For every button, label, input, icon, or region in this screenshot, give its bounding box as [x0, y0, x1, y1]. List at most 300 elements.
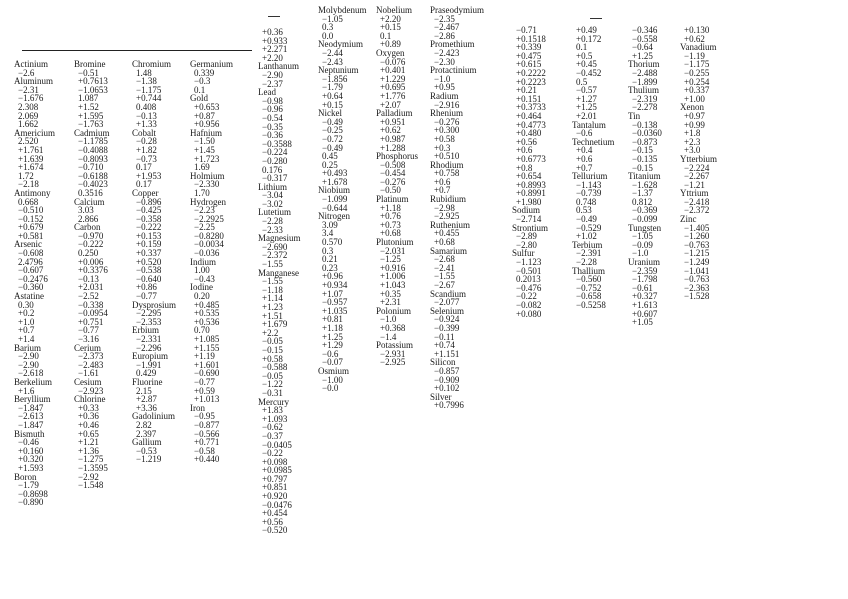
- potential-value: −1.0: [632, 248, 649, 259]
- potential-value: −0.690: [194, 368, 220, 379]
- column: [680, 26, 717, 301]
- element-entry: [572, 26, 614, 121]
- element-entry: [628, 112, 662, 172]
- element-entry: [680, 189, 717, 215]
- potential-value: −0.476: [516, 282, 542, 293]
- potential-value: +0.15: [380, 22, 401, 33]
- potential-value: +1.0: [18, 316, 35, 327]
- element-name: Cesium: [74, 376, 102, 387]
- potential-value: +0.744: [136, 93, 162, 104]
- potential-value: −0.64: [632, 42, 653, 53]
- potential-value: −2.467: [434, 22, 460, 33]
- potential-value: +1.4: [18, 334, 35, 344]
- potential-value: −0.6: [576, 128, 593, 139]
- potential-value: +0.89: [380, 39, 401, 50]
- potential-value: +0.080: [516, 308, 542, 319]
- potential-value: −2.35: [434, 13, 455, 24]
- potential-value: 2.069: [18, 110, 39, 121]
- potential-value: −0.644: [322, 202, 348, 213]
- potential-value: +1.21: [78, 437, 99, 448]
- potential-value: +0.172: [576, 33, 602, 44]
- element-entry: [430, 307, 484, 359]
- element-name: Fluorine: [132, 376, 163, 387]
- potential-value: −0.3588: [262, 138, 292, 149]
- potential-value: −0.608: [18, 248, 44, 259]
- potential-value: +1.18: [380, 202, 401, 213]
- potential-value: +1.19: [194, 351, 215, 362]
- potential-value: −2.296: [136, 342, 162, 353]
- element-entry: [318, 6, 367, 40]
- element-entry: [14, 77, 55, 129]
- potential-value: 0.668: [18, 196, 39, 207]
- potential-value: −0.09: [632, 239, 653, 250]
- potential-value: −0.658: [576, 291, 602, 302]
- element-name: Bromine: [74, 59, 106, 69]
- element-entry: [14, 344, 55, 378]
- element-name: Silicon: [430, 357, 456, 368]
- potential-value: +1.639: [18, 153, 44, 164]
- potential-value: −0.5258: [576, 300, 606, 310]
- element-entry: [628, 258, 662, 327]
- potential-value: +0.64: [322, 90, 343, 101]
- element-name: Copper: [132, 187, 159, 198]
- potential-value: +1.151: [434, 348, 460, 359]
- potential-value: 2.82: [136, 419, 152, 430]
- potential-value: +0.7: [434, 185, 451, 196]
- element-name: Uranium: [628, 257, 660, 268]
- potential-value: +0.920: [262, 491, 288, 502]
- element-entry: [430, 221, 484, 247]
- potential-value: −1.763: [78, 119, 104, 130]
- potential-value: −2.44: [322, 47, 343, 58]
- potential-value: +0.401: [380, 65, 406, 76]
- potential-value: +0.56: [516, 136, 537, 147]
- potential-value: +2.87: [136, 394, 157, 405]
- potential-value: −0.607: [18, 265, 44, 276]
- potential-value: +0.337: [684, 85, 710, 96]
- potential-value: −0.28: [136, 136, 157, 147]
- potential-value: +1.8: [684, 128, 701, 139]
- potential-value: −0.98: [262, 95, 283, 106]
- potential-value: −0.3: [194, 76, 211, 87]
- potential-value: +0.7: [576, 162, 593, 173]
- potential-value: +1.27: [576, 93, 597, 104]
- potential-value: −1.4: [380, 331, 397, 342]
- potential-value: +0.68: [434, 237, 455, 248]
- element-name: Platinum: [376, 194, 409, 205]
- element-name: Iodine: [190, 282, 213, 293]
- potential-value: −0.77: [194, 376, 215, 387]
- potential-value: +0.153: [136, 230, 162, 241]
- potential-value: −0.95: [194, 411, 215, 422]
- potential-value: +0.368: [380, 322, 406, 333]
- potential-value: +0.35: [380, 288, 401, 299]
- potential-value: −0.588: [262, 362, 288, 373]
- potential-value: +0.581: [18, 230, 44, 241]
- element-name: Chlorine: [74, 394, 106, 405]
- element-name: Actinium: [14, 59, 48, 69]
- potential-value: −0.46: [18, 437, 39, 448]
- potential-value: −1.00: [322, 374, 343, 385]
- element-name: Tungsten: [628, 222, 662, 233]
- element-name: Arsenic: [14, 239, 42, 250]
- potential-value: +1.085: [194, 334, 220, 344]
- potential-value: +1.52: [78, 101, 99, 112]
- element-name: Lead: [258, 87, 276, 98]
- potential-value: −0.896: [136, 196, 162, 207]
- element-name: Cobalt: [132, 127, 156, 138]
- potential-value: +0.536: [194, 316, 220, 327]
- element-name: Germanium: [190, 59, 233, 69]
- element-name: Americium: [14, 127, 55, 138]
- potential-value: 0.17: [136, 179, 152, 190]
- potential-value: +0.7: [18, 325, 35, 336]
- potential-value: −2.92: [78, 471, 99, 482]
- potential-value: 0.53: [576, 205, 592, 216]
- potential-value: +0.4: [576, 145, 593, 156]
- potential-value: +0.3733: [516, 102, 546, 113]
- element-entry: [14, 129, 55, 189]
- potential-value: −0.25: [322, 125, 343, 136]
- element-entry: [190, 129, 233, 172]
- element-entry: [430, 290, 484, 307]
- potential-value: −0.538: [136, 265, 162, 276]
- potential-value: 0.250: [78, 248, 99, 259]
- column: [572, 26, 614, 310]
- potential-value: −0.152: [18, 213, 44, 224]
- element-entry: [376, 307, 418, 341]
- potential-value: −0.71: [516, 25, 537, 35]
- potential-value: −2.483: [78, 359, 104, 370]
- potential-value: +1.953: [136, 170, 162, 181]
- potential-value: −0.036: [194, 248, 220, 259]
- element-entry: [132, 189, 176, 301]
- potential-value: +1.82: [136, 144, 157, 155]
- potential-value: +0.95: [434, 82, 455, 93]
- potential-value: −0.50: [380, 185, 401, 196]
- element-entry: [258, 28, 301, 62]
- potential-value: +1.043: [380, 280, 406, 290]
- potential-value: +1.45: [194, 144, 215, 155]
- element-name: Gallium: [132, 437, 162, 448]
- element-name: Tantalum: [572, 119, 606, 130]
- potential-value: +0.493: [322, 168, 348, 179]
- potential-value: −0.924: [434, 314, 460, 325]
- element-name: Hydrogen: [190, 196, 226, 207]
- potential-value: +0.327: [632, 291, 658, 302]
- column: [14, 60, 55, 507]
- potential-value: +0.7996: [434, 400, 464, 411]
- potential-value: −2.613: [18, 411, 44, 422]
- element-entry: [258, 140, 301, 183]
- potential-value: +1.36: [78, 445, 99, 456]
- potential-value: −0.35: [262, 121, 283, 132]
- element-entry: [132, 438, 176, 464]
- potential-value: −0.276: [380, 176, 406, 187]
- element-entry: [430, 92, 484, 109]
- header-tick: [590, 18, 602, 19]
- potential-value: −1.05: [322, 13, 343, 24]
- element-name: Erbium: [132, 325, 159, 336]
- potential-value: −2.68: [434, 254, 455, 265]
- element-entry: [132, 412, 176, 438]
- potential-value: −2.41: [434, 262, 455, 273]
- potential-value: −1.123: [516, 257, 542, 268]
- element-name: Thulium: [628, 85, 659, 96]
- element-entry: [190, 172, 233, 198]
- potential-value: +0.130: [684, 25, 710, 35]
- potential-value: 0.5: [576, 76, 588, 87]
- potential-value: −0.099: [632, 214, 658, 225]
- potential-value: +1.25: [322, 331, 343, 342]
- potential-value: 0.1: [194, 84, 206, 95]
- element-name: Magnesium: [258, 233, 301, 244]
- potential-value: 0.1: [380, 30, 392, 41]
- potential-value: −1.22: [262, 379, 283, 390]
- potential-value: −0.58: [194, 445, 215, 456]
- element-name: Sodium: [512, 205, 541, 216]
- element-entry: [512, 206, 548, 223]
- potential-value: −1.38: [136, 76, 157, 87]
- element-name: Potassium: [376, 340, 414, 351]
- potential-value: −0.560: [576, 274, 602, 285]
- potential-value: −0.763: [684, 239, 710, 250]
- element-name: Titanium: [628, 171, 661, 182]
- potential-value: −2.331: [136, 334, 162, 344]
- potential-value: +0.006: [78, 256, 104, 267]
- element-name: Selenium: [430, 305, 464, 316]
- element-entry: [14, 473, 55, 507]
- element-name: Nitrogen: [318, 211, 350, 222]
- element-entry: [74, 129, 110, 198]
- potential-value: −2.690: [262, 241, 288, 252]
- element-entry: [376, 152, 418, 195]
- potential-value: −2.925: [434, 211, 460, 222]
- potential-value: −2.89: [516, 231, 537, 242]
- potential-value: −0.0034: [194, 239, 224, 250]
- column: [74, 60, 110, 490]
- potential-value: +0.7613: [78, 76, 108, 87]
- potential-value: −2.391: [576, 248, 602, 259]
- potential-value: +0.99: [684, 119, 705, 130]
- potential-value: −0.8093: [78, 153, 108, 164]
- potential-value: −1.18: [262, 284, 283, 295]
- element-entry: [376, 109, 418, 152]
- potential-value: −0.0360: [632, 128, 662, 139]
- element-entry: [190, 198, 233, 258]
- potential-value: +0.59: [194, 385, 215, 396]
- potential-value: −0.255: [684, 67, 710, 78]
- potential-value: +0.36: [262, 27, 283, 37]
- potential-value: −2.618: [18, 368, 44, 379]
- element-entry: [430, 161, 484, 195]
- element-name: Samarium: [430, 245, 467, 256]
- potential-value: +1.155: [194, 342, 220, 353]
- potential-value: −2.90: [18, 351, 39, 362]
- potential-value: −2.33: [262, 224, 283, 235]
- element-name: Indium: [190, 256, 216, 267]
- potential-value: −1.143: [576, 179, 602, 190]
- potential-value: −2.319: [632, 93, 658, 104]
- element-entry: [190, 94, 233, 128]
- potential-value: +0.15: [322, 99, 343, 110]
- potential-value: −0.501: [516, 265, 542, 276]
- potential-value: +0.653: [194, 101, 220, 112]
- potential-value: +0.3: [434, 142, 451, 153]
- potential-value: −1.099: [322, 194, 348, 205]
- element-name: Cadmium: [74, 127, 110, 138]
- potential-value: +0.654: [516, 171, 542, 182]
- potential-value: 0.748: [576, 196, 597, 207]
- potential-value: +0.520: [136, 256, 162, 267]
- element-name: Niobium: [318, 185, 351, 196]
- potential-value: −0.520: [262, 525, 288, 536]
- potential-value: −2.86: [434, 30, 455, 41]
- potential-value: −0.2476: [18, 273, 48, 284]
- element-name: Thallium: [572, 265, 605, 276]
- element-name: Molybdenum: [318, 5, 367, 15]
- potential-value: −0.957: [322, 297, 348, 308]
- potential-value: −0.358: [136, 213, 162, 224]
- potential-value: +0.6773: [516, 153, 546, 164]
- potential-value: −2.373: [78, 351, 104, 362]
- potential-value: 0.1: [576, 42, 588, 53]
- potential-value: −1.847: [18, 402, 44, 413]
- element-name: Ruthenium: [430, 219, 470, 230]
- element-entry: [258, 423, 301, 535]
- potential-value: +0.771: [194, 437, 220, 448]
- potential-value: −0.0954: [78, 308, 108, 319]
- element-entry: [572, 121, 614, 138]
- column: [628, 26, 662, 327]
- potential-value: +0.49: [576, 25, 597, 35]
- element-name: Oxygen: [376, 47, 405, 58]
- potential-value: −0.73: [136, 153, 157, 164]
- element-entry: [258, 234, 301, 268]
- potential-value: −2.67: [434, 280, 455, 290]
- potential-value: 0.23: [322, 262, 338, 273]
- potential-value: −0.4023: [78, 179, 108, 190]
- potential-value: +0.8993: [516, 179, 546, 190]
- potential-value: −0.763: [684, 274, 710, 285]
- element-entry: [190, 60, 233, 94]
- potential-value: 2.15: [136, 385, 152, 396]
- potential-value: −3.04: [262, 190, 283, 201]
- element-entry: [74, 395, 110, 490]
- element-name: Yttrium: [680, 188, 709, 199]
- potential-value: −1.21: [684, 179, 705, 190]
- potential-value: −0.399: [434, 322, 460, 333]
- potential-value: +0.6: [516, 145, 533, 156]
- element-entry: [430, 40, 484, 66]
- potential-value: +1.6: [18, 385, 35, 396]
- potential-value: −2.25: [194, 222, 215, 233]
- potential-value: −2.714: [516, 214, 542, 225]
- potential-value: −1.3595: [78, 462, 108, 473]
- element-entry: [14, 240, 55, 292]
- element-entry: [680, 103, 717, 155]
- potential-value: +0.956: [194, 119, 220, 130]
- element-entry: [190, 258, 233, 284]
- potential-value: −0.317: [262, 173, 288, 184]
- potential-value: −0.05: [262, 370, 283, 381]
- element-entry: [376, 238, 418, 307]
- potential-value: +0.97: [684, 110, 705, 121]
- potential-value: −0.72: [322, 133, 343, 144]
- potential-value: +2.20: [380, 13, 401, 24]
- potential-value: −1.1785: [78, 136, 108, 147]
- potential-value: +1.51: [262, 310, 283, 321]
- potential-value: +0.58: [262, 353, 283, 364]
- potential-value: −1.25: [380, 254, 401, 265]
- potential-value: −2.931: [380, 348, 406, 359]
- element-name: Cerium: [74, 342, 101, 353]
- potential-value: +0.337: [136, 248, 162, 259]
- element-name: Tin: [628, 110, 641, 121]
- element-name: Promethium: [430, 39, 475, 50]
- element-entry: [258, 183, 301, 209]
- potential-value: −2.18: [18, 179, 39, 190]
- potential-value: −0.15: [632, 145, 653, 156]
- potential-value: +1.761: [18, 144, 44, 155]
- potential-value: −1.991: [136, 359, 162, 370]
- potential-value: −0.224: [262, 147, 288, 158]
- potential-value: +0.81: [322, 314, 343, 325]
- potential-value: +0.65: [78, 428, 99, 439]
- element-name: Protactinium: [430, 65, 477, 76]
- potential-value: −0.77: [136, 291, 157, 302]
- potential-value: +1.678: [322, 176, 348, 187]
- potential-value: +1.601: [194, 359, 220, 370]
- header-rule: [22, 50, 252, 51]
- potential-value: 0.2013: [516, 274, 541, 285]
- element-entry: [572, 172, 614, 241]
- element-name: Vanadium: [680, 42, 717, 53]
- potential-value: −0.49: [322, 116, 343, 127]
- element-entry: [190, 283, 233, 403]
- potential-value: −1.0: [380, 314, 397, 325]
- potential-value: +1.29: [322, 340, 343, 351]
- potential-value: −1.55: [434, 271, 455, 282]
- element-name: Strontium: [512, 222, 549, 233]
- potential-value: +1.013: [194, 394, 220, 405]
- potential-value: +0.1518: [516, 33, 546, 44]
- potential-value: −2.353: [136, 316, 162, 327]
- element-name: Mercury: [258, 396, 289, 407]
- potential-value: −1.79: [322, 82, 343, 93]
- potential-value: −1.847: [18, 419, 44, 430]
- potential-value: 1.00: [194, 265, 210, 276]
- element-name: Lithium: [258, 181, 287, 192]
- element-entry: [318, 40, 367, 66]
- element-entry: [680, 215, 717, 301]
- element-name: Scandium: [430, 288, 466, 299]
- potential-value: +0.300: [434, 125, 460, 136]
- element-entry: [430, 358, 484, 392]
- element-name: Astatine: [14, 291, 44, 302]
- potential-value: −0.22: [516, 291, 537, 302]
- element-entry: [14, 292, 55, 344]
- element-name: Beryllium: [14, 394, 51, 405]
- potential-value: +0.56: [262, 516, 283, 527]
- potential-value: −0.873: [632, 136, 658, 147]
- potential-value: −0.082: [516, 300, 542, 310]
- potential-value: −0.890: [18, 497, 44, 508]
- potential-value: +1.02: [576, 231, 597, 242]
- column: [190, 60, 233, 464]
- element-entry: [430, 393, 484, 410]
- element-entry: [74, 60, 110, 129]
